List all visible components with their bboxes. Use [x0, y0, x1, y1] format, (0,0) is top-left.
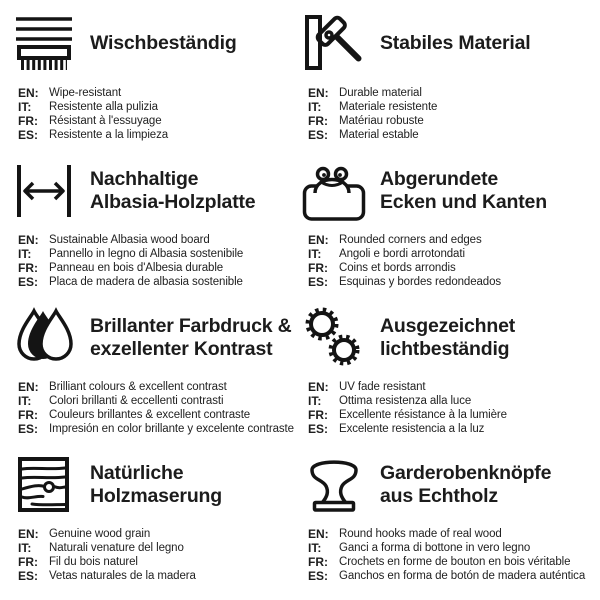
feature-block-wipe-resistant: [10, 7, 300, 154]
language-label: FR:: [308, 114, 328, 128]
translation-row: [300, 380, 590, 394]
translation-text: Panneau en bois d'Albesia durable: [49, 262, 224, 274]
translation-list: [300, 527, 590, 583]
title-line-1: Ausgezeichnet: [380, 314, 516, 337]
language-label: ES:: [308, 128, 329, 142]
language-label: IT:: [18, 541, 32, 555]
translation-text: Ganchos en forma de botón de madera auténtica: [339, 570, 586, 582]
language-label: ES:: [18, 422, 39, 436]
translation-list: [300, 380, 590, 436]
feature-header: [10, 448, 300, 522]
feature-header: [300, 7, 590, 81]
translation-row: [300, 569, 590, 583]
translation-text: Genuine wood grain: [49, 528, 151, 540]
width-arrows-icon: [10, 156, 78, 226]
ink-drops-icon: [10, 303, 78, 373]
feature-title: [380, 32, 531, 55]
language-label: ES:: [18, 128, 39, 142]
title-line-1: Abgerundete: [380, 167, 499, 190]
translation-row: [10, 380, 300, 394]
language-label: FR:: [308, 555, 328, 569]
translation-text: Matériau robuste: [339, 115, 424, 127]
translation-text: Excellente résistance à la lumière: [339, 409, 507, 421]
translation-text: Round hooks made of real wood: [339, 528, 502, 540]
hammer-board-icon: [300, 9, 368, 79]
language-label: IT:: [308, 100, 322, 114]
translation-row: [10, 541, 300, 555]
language-label: FR:: [308, 261, 328, 275]
feature-title: [90, 32, 237, 55]
translation-row: [10, 128, 300, 142]
translation-row: [300, 275, 590, 289]
brush-wipe-icon: [10, 9, 78, 79]
translation-row: [10, 555, 300, 569]
translation-text: Colori brillanti & eccellenti contrasti: [49, 395, 224, 407]
title-line-1: Nachhaltige: [90, 167, 199, 190]
feature-block-sustainable-board: [10, 154, 300, 301]
feature-header: [300, 154, 590, 228]
translation-text: Materiale resistente: [339, 101, 438, 113]
title-line-1: Wischbeständig: [90, 32, 237, 55]
language-label: IT:: [18, 100, 32, 114]
translation-list: [10, 233, 300, 289]
translation-row: [10, 527, 300, 541]
feature-block-real-wood-knobs: [300, 448, 590, 595]
feature-header: [10, 7, 300, 81]
feature-header: [10, 301, 300, 375]
language-label: IT:: [18, 247, 32, 261]
feature-title: [380, 315, 515, 362]
translation-row: [10, 261, 300, 275]
translation-row: [10, 408, 300, 422]
language-label: EN:: [18, 86, 39, 100]
translation-text: UV fade resistant: [339, 381, 426, 393]
title-line-2: aus Echtholz: [380, 485, 498, 507]
language-label: EN:: [18, 527, 39, 541]
translation-row: [300, 422, 590, 436]
language-label: EN:: [308, 527, 329, 541]
translation-text: Resistente alla pulizia: [49, 101, 158, 113]
feature-block-uv-resistant: [300, 301, 590, 448]
language-label: IT:: [18, 394, 32, 408]
translation-text: Material estable: [339, 129, 419, 141]
title-line-1: Natürliche: [90, 461, 184, 484]
translation-text: Resistente a la limpieza: [49, 129, 169, 141]
feature-header: [300, 301, 590, 375]
translation-row: [10, 569, 300, 583]
translation-row: [300, 555, 590, 569]
translation-row: [10, 100, 300, 114]
language-label: ES:: [308, 569, 329, 583]
translation-text: Impresión en color brillante y excelente contraste: [49, 423, 294, 435]
wood-knob-icon: [300, 450, 368, 520]
translation-text: Rounded corners and edges: [339, 234, 482, 246]
translation-row: [10, 86, 300, 100]
language-label: FR:: [18, 114, 38, 128]
translation-text: Brilliant colours & excellent contrast: [49, 381, 227, 393]
translation-row: [300, 527, 590, 541]
uv-gears-icon: [300, 303, 368, 373]
title-line-2: Albasia-Holzplatte: [90, 191, 256, 213]
language-label: FR:: [18, 555, 38, 569]
title-line-1: Brillanter Farbdruck &: [90, 314, 292, 337]
language-label: FR:: [18, 261, 38, 275]
translation-row: [10, 247, 300, 261]
translation-row: [300, 394, 590, 408]
translation-text: Placa de madera de albasia sostenible: [49, 276, 243, 288]
language-label: IT:: [308, 541, 322, 555]
feature-block-wood-grain: [10, 448, 300, 595]
translation-row: [10, 275, 300, 289]
translation-list: [10, 86, 300, 142]
translation-row: [300, 128, 590, 142]
translation-row: [10, 233, 300, 247]
language-label: FR:: [18, 408, 38, 422]
translation-text: Wipe-resistant: [49, 87, 122, 99]
translation-row: [300, 261, 590, 275]
feature-header: [10, 154, 300, 228]
translation-list: [10, 380, 300, 436]
language-label: ES:: [308, 275, 329, 289]
feature-block-brilliant-print: [10, 301, 300, 448]
language-label: EN:: [308, 380, 329, 394]
translation-text: Vetas naturales de la madera: [49, 570, 196, 582]
language-label: EN:: [308, 233, 329, 247]
translation-row: [300, 86, 590, 100]
translation-list: [300, 233, 590, 289]
language-label: ES:: [308, 422, 329, 436]
language-label: EN:: [18, 380, 39, 394]
translation-text: Couleurs brillantes & excellent contraste: [49, 409, 251, 421]
translation-text: Ganci a forma di bottone in vero legno: [339, 542, 531, 554]
language-label: ES:: [18, 275, 39, 289]
translation-text: Esquinas y bordes redondeados: [339, 276, 502, 288]
feature-title: [90, 462, 222, 509]
translation-text: Coins et bords arrondis: [339, 262, 456, 274]
translation-row: [10, 422, 300, 436]
title-line-2: Ecken und Kanten: [380, 191, 547, 213]
language-label: ES:: [18, 569, 39, 583]
translation-row: [300, 541, 590, 555]
translation-text: Naturali venature del legno: [49, 542, 184, 554]
language-label: EN:: [308, 86, 329, 100]
language-label: IT:: [308, 394, 322, 408]
title-line-1: Stabiles Material: [380, 32, 531, 55]
translation-text: Sustainable Albasia wood board: [49, 234, 210, 246]
feature-header: [300, 448, 590, 522]
feature-title: [380, 462, 551, 509]
feature-title: [90, 315, 291, 362]
translation-list: [300, 86, 590, 142]
translation-list: [10, 527, 300, 583]
wood-grain-icon: [10, 450, 78, 520]
language-label: IT:: [308, 247, 322, 261]
translation-text: Durable material: [339, 87, 422, 99]
feature-block-rounded-corners: [300, 154, 590, 301]
feature-block-durable-material: [300, 7, 590, 154]
translation-row: [300, 100, 590, 114]
translation-text: Pannello in legno di Albasia sostenibile: [49, 248, 244, 260]
translation-text: Angoli e bordi arrotondati: [339, 248, 465, 260]
translation-row: [300, 408, 590, 422]
rounded-corner-frog-icon: [300, 156, 368, 226]
feature-title: [90, 168, 255, 215]
translation-text: Excelente resistencia a la luz: [339, 423, 485, 435]
translation-text: Ottima resistenza alla luce: [339, 395, 472, 407]
translation-row: [10, 394, 300, 408]
translation-text: Fil du bois naturel: [49, 556, 138, 568]
title-line-1: Garderobenknöpfe: [380, 461, 552, 484]
title-line-2: exzellenter Kontrast: [90, 338, 273, 360]
translation-row: [300, 114, 590, 128]
title-line-2: Holzmaserung: [90, 485, 222, 507]
translation-row: [300, 247, 590, 261]
translation-text: Crochets en forme de bouton en bois véritable: [339, 556, 571, 568]
translation-row: [300, 233, 590, 247]
title-line-2: lichtbeständig: [380, 338, 510, 360]
translation-row: [10, 114, 300, 128]
language-label: FR:: [308, 408, 328, 422]
feature-title: [380, 168, 547, 215]
language-label: EN:: [18, 233, 39, 247]
translation-text: Résistant à l'essuyage: [49, 115, 162, 127]
